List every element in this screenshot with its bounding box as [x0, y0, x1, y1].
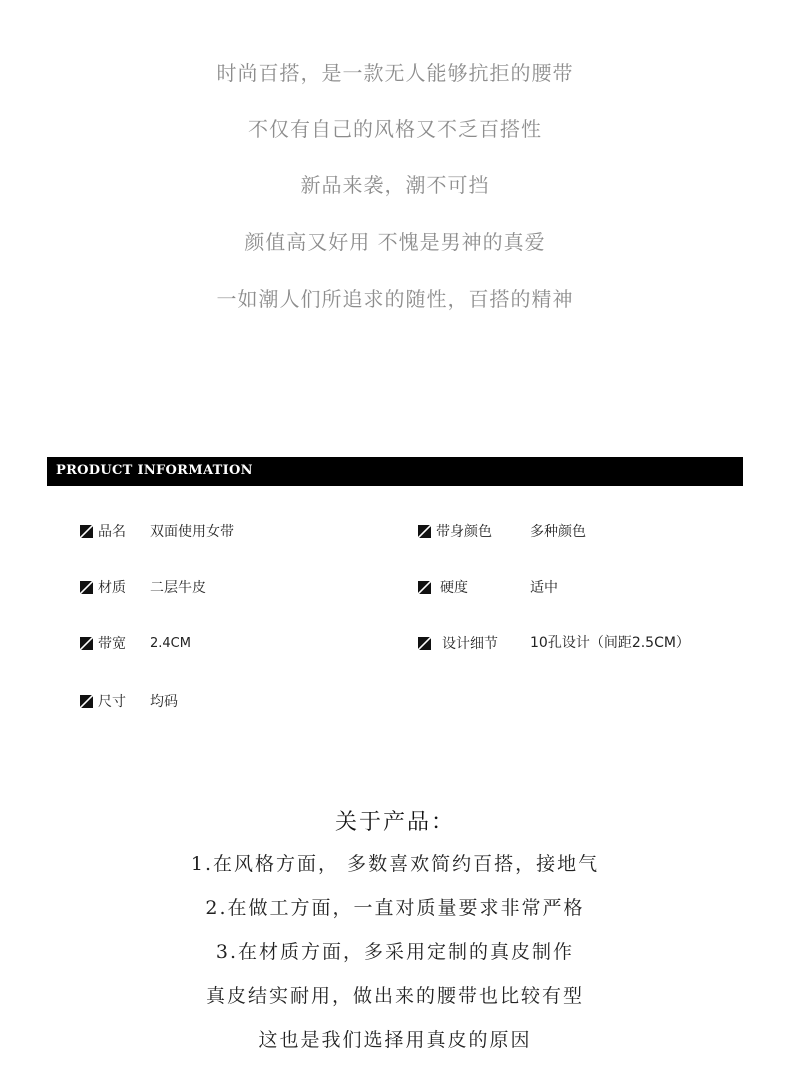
- spec-item-design: [418, 633, 738, 653]
- intro-line: 一如潮人们所追求的随性，百搭的精神: [216, 287, 574, 311]
- spec-label: 尺寸: [98, 694, 126, 710]
- pencil-square-icon: [418, 581, 431, 594]
- pencil-square-icon: [418, 525, 431, 538]
- about-line: 1.在风格方面， 多数喜欢简约百搭，接地气: [190, 853, 600, 875]
- pencil-square-icon: [80, 695, 93, 708]
- spec-label: 带身颜色: [436, 524, 492, 540]
- product-information-banner: [47, 457, 743, 486]
- spec-label: 硬度: [440, 580, 468, 596]
- spec-value: 2.4CM: [150, 636, 191, 651]
- pencil-square-icon: [80, 637, 93, 650]
- about-line: 这也是我们选择用真皮的原因: [258, 1029, 532, 1051]
- spec-label: 带宽: [98, 636, 126, 652]
- spec-label: 材质: [98, 580, 126, 596]
- intro-line: 颜值高又好用 不愧是男神的真爱: [244, 230, 546, 254]
- spec-label: 设计细节: [442, 636, 498, 652]
- intro-line: 新品来袭，潮不可挡: [300, 173, 490, 197]
- spec-item-name: [80, 522, 380, 542]
- about-line: 2.在做工方面，一直对质量要求非常严格: [205, 897, 585, 919]
- spec-value: 双面使用女带: [150, 524, 234, 540]
- about-title: 关于产品：: [334, 810, 455, 835]
- intro-line: 不仅有自己的风格又不乏百搭性: [248, 117, 542, 141]
- pencil-square-icon: [418, 637, 431, 650]
- spec-item-color: [418, 522, 718, 542]
- spec-value: 均码: [150, 694, 178, 710]
- intro-line: 时尚百搭，是一款无人能够抗拒的腰带: [216, 61, 574, 85]
- spec-label: 品名: [98, 524, 126, 540]
- spec-value: 适中: [530, 580, 558, 596]
- spec-value: 二层牛皮: [150, 580, 206, 596]
- spec-item-material: [80, 578, 380, 598]
- about-line: 3.在材质方面，多采用定制的真皮制作: [215, 941, 575, 963]
- banner-title: PRODUCT INFORMATION: [56, 463, 253, 478]
- pencil-square-icon: [80, 581, 93, 594]
- spec-value: 多种颜色: [530, 524, 586, 540]
- spec-item-width: [80, 634, 380, 654]
- pencil-square-icon: [80, 525, 93, 538]
- spec-item-size: [80, 692, 380, 712]
- spec-item-hardness: [418, 578, 718, 598]
- spec-value: 10孔设计（间距2.5CM）: [530, 635, 690, 651]
- about-line: 真皮结实耐用，做出来的腰带也比较有型: [205, 985, 584, 1007]
